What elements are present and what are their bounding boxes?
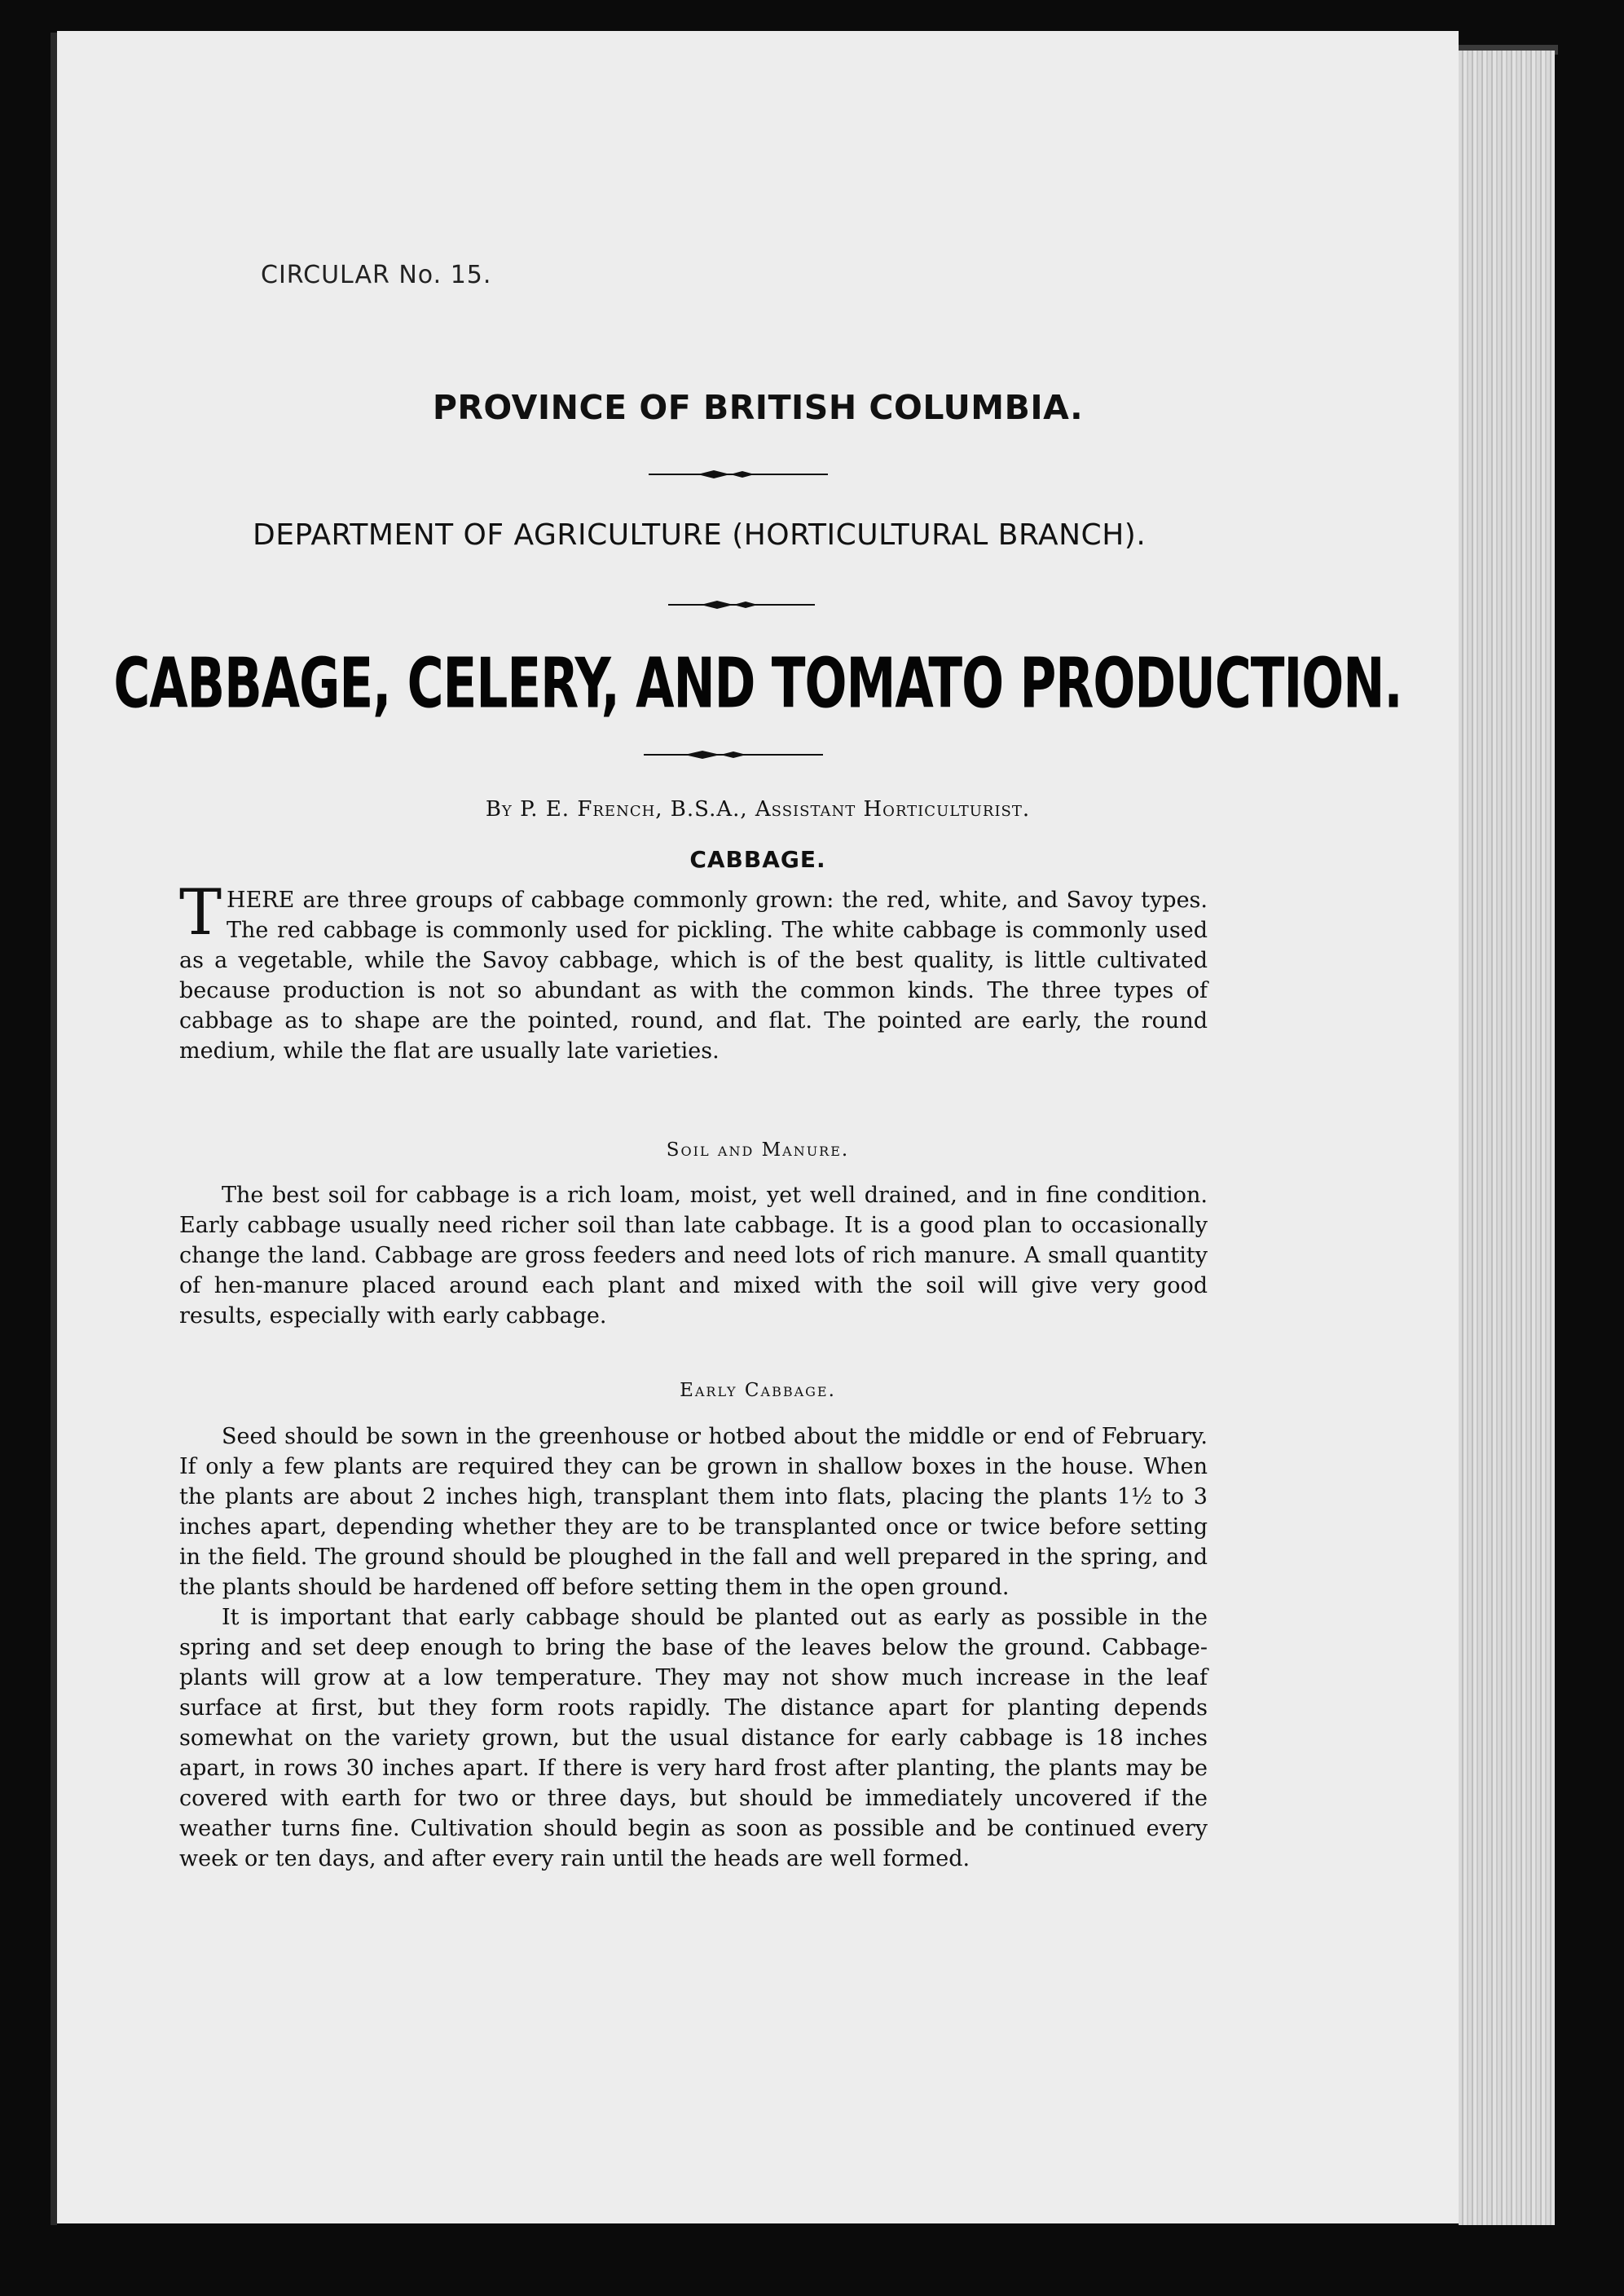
intro-text: HERE are three groups of cabbage commonly grown: the red, white, and Savoy types. The red cabbage is commonly used for pickling. The white cabbage is commonly used as a vegetable, while the Savoy cabbage, which is of the best quality, is little cultivated because production is not so abundant as with the common kinds. The three types of cabbage as to shape are the pointed, round, and flat. The pointed are early, the round medium, while the flat are usually late varieties. bbox=[179, 888, 1208, 1064]
section-heading-cabbage: CABBAGE. bbox=[689, 846, 826, 873]
early-cabbage-paragraph-2: It is important that early cabbage should be planted out as early as possible in the spring and set deep enough to bring the base of the leaves below the ground. Cabbage-plants will grow at a low temperature. They may not show much increase in the leaf surface at first, but they form roots rapidly. The distance apart for planting depends somewhat on the variety grown, but the usual distance for early cabbage is 18 inches apart, in rows 30 inches apart. If there is very hard frost after planting, the plants may be covered with earth for two or three days, but should be immediately uncovered if the weather turns fine. Cultivation should begin as soon as possible and be continued every week or ten days, and after every rain until the heads are well formed. bbox=[179, 1605, 1208, 1871]
province-heading: PROVINCE OF BRITISH COLUMBIA. bbox=[432, 388, 1084, 427]
document-page bbox=[57, 31, 1459, 2223]
book-page-stack bbox=[1459, 51, 1555, 2225]
subheading-early-cabbage: Early Cabbage. bbox=[680, 1380, 836, 1401]
department-heading: DEPARTMENT OF AGRICULTURE (HORTICULTURAL BRANCH). bbox=[253, 518, 1146, 552]
subheading-soil-and-manure: Soil and Manure. bbox=[666, 1139, 850, 1161]
ornament-divider bbox=[649, 466, 828, 483]
soil-paragraph: The best soil for cabbage is a rich loam, moist, yet well drained, and in fine condition. Early cabbage usually need richer soil than late cabbage. It is a good plan to occasionally change the land. Cabbage are gross feeders and need lots of rich manure. A small quantity of hen-manure placed around each plant and mixed with the soil will give very good results, especially with early cabbage. bbox=[179, 1183, 1208, 1329]
ornament-divider bbox=[644, 747, 823, 763]
early-cabbage-section bbox=[179, 1421, 1208, 1874]
scan-left-edge bbox=[51, 33, 57, 2225]
ornament-divider bbox=[652, 597, 831, 613]
circular-number: CIRCULAR No. 15. bbox=[261, 261, 492, 289]
early-cabbage-paragraph-1: Seed should be sown in the greenhouse or hotbed about the middle or end of February. If only a few plants are required they can be grown in shallow boxes in the house. When the plants are about 2 inches high, transplant them into flats, placing the plants 1½ to 3 inches apart, depending whether they are to be transplanted once or twice before setting in the field. The ground should be ploughed in the fall and well prepared in the spring, and the plants should be hardened off before setting them in the open ground. bbox=[179, 1424, 1208, 1600]
document-title: CABBAGE, CELERY, AND TOMATO PRODUCTION. bbox=[113, 644, 1402, 725]
author-byline: By P. E. French, B.S.A., Assistant Horticulturist. bbox=[485, 797, 1031, 822]
drop-cap: T bbox=[179, 876, 222, 950]
intro-paragraph bbox=[179, 876, 1208, 1066]
